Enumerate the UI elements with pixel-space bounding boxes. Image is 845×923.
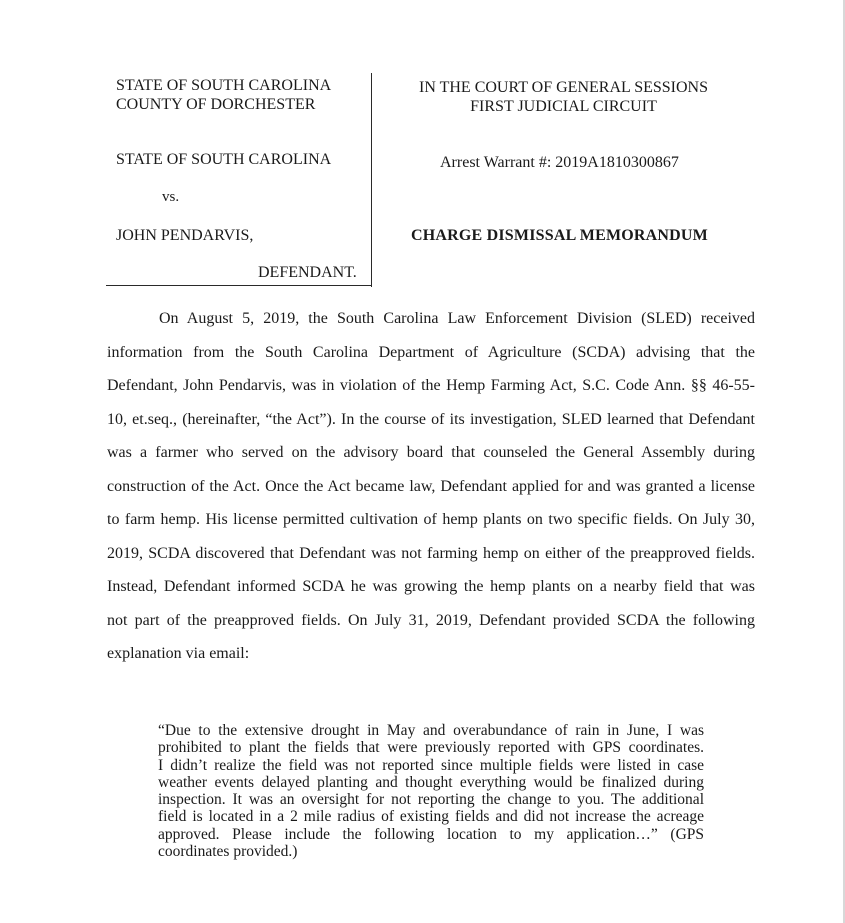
caption-court [412,78,715,116]
quote-line: inspection. It was an oversight for not reporting the change to you. The additional [158,791,704,809]
quote-line: field is located in a 2 mile radius of existing fields and did not increase the acreage [158,808,704,826]
body-line: information from the South Carolina Department of Agriculture (SCDA) advising that the [107,343,755,361]
quote-line: coordinates provided.) [158,843,298,861]
quote-line: “Due to the extensive drought in May and overabundance of rain in June, I was [158,722,704,739]
body-line: Defendant, John Pendarvis, was in violation of the Hemp Farming Act, S.C. Code Ann. §§ 46-55- [107,377,755,394]
email-quote [158,722,704,860]
quote-line: approved. Please include the following location to my application…” (GPS [158,825,704,843]
body-line: 10, et.seq., (hereinafter, “the Act”). In the course of its investigation, SLED learned that Defendant [107,410,755,428]
quote-line: I didn’t realize the field was not reported since multiple fields were listed in case [158,756,704,774]
defendant-label: DEFENDANT. [258,264,357,281]
arrest-warrant-number: Arrest Warrant #: 2019A1810300867 [440,154,679,171]
quote-line: prohibited to plant the fields that were previously reported with GPS coordinates. [158,739,704,757]
defendant-name: JOHN PENDARVIS, [116,227,254,244]
body-line: construction of the Act. Once the Act became law, Defendant applied for and was granted a license [107,477,755,495]
quote-line: weather events delayed planting and thought everything would be finalized during [158,773,704,791]
body-line: Instead, Defendant informed SCDA he was growing the hemp plants on a nearby field that was [107,578,755,595]
body-line: On August 5, 2019, the South Carolina Law Enforcement Division (SLED) received [159,310,755,327]
versus-label: vs. [162,189,180,205]
memo-title: CHARGE DISMISSAL MEMORANDUM [411,227,708,244]
body-line: 2019, SCDA discovered that Defendant was not farming hemp on either of the preapproved fields. [107,544,755,562]
body-line: was a farmer who served on the advisory board that counseled the General Assembly during [107,444,755,461]
caption-jurisdiction [116,76,331,114]
caption-horizontal-rule [106,285,372,286]
plaintiff-name: STATE OF SOUTH CAROLINA [116,151,332,168]
county-line: COUNTY OF DORCHESTER [116,96,316,113]
state-line: STATE OF SOUTH CAROLINA [116,77,332,94]
court-line-2: FIRST JUDICIAL CIRCUIT [470,98,657,115]
caption-vertical-rule [371,73,372,287]
body-line: explanation via email: [107,645,250,662]
court-line-1: IN THE COURT OF GENERAL SESSIONS [419,79,708,96]
body-line: not part of the preapproved fields. On July 31, 2019, Defendant provided SCDA the following [107,611,755,629]
body-line: to farm hemp. His license permitted cultivation of hemp plants on two specific fields. On July 30, [107,511,755,528]
body-paragraph [107,302,755,671]
